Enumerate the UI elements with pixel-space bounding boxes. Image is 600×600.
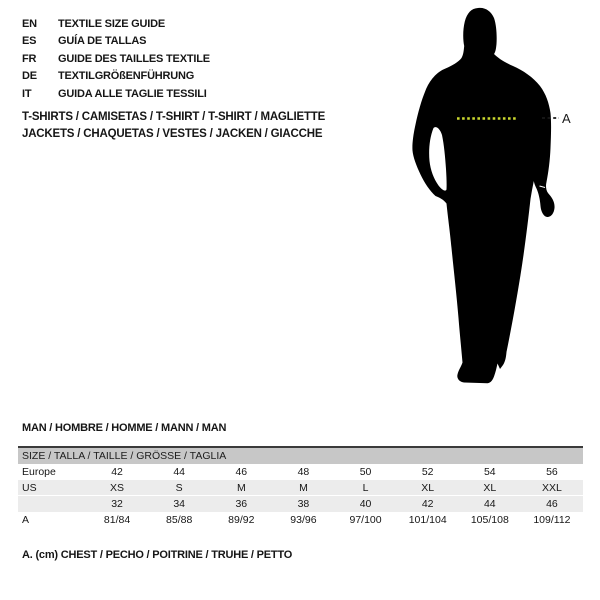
table-cell: 46 — [546, 498, 558, 510]
table-cell: 97/100 — [349, 514, 382, 526]
category-line-jackets: JACKETS / CHAQUETAS / VESTES / JACKEN / GIACCHE — [22, 128, 323, 141]
category-line-tshirts: T-SHIRTS / CAMISETAS / T-SHIRT / T-SHIRT / MAGLIETTE — [22, 110, 326, 123]
language-row — [22, 15, 210, 33]
row-label: US — [22, 482, 37, 494]
category-list — [22, 108, 325, 143]
table-cell: 81/84 — [103, 514, 131, 526]
table-cell: 93/96 — [290, 514, 317, 526]
table-cell: M — [299, 482, 308, 494]
table-cell: 109/112 — [533, 514, 571, 526]
language-code: EN — [22, 17, 37, 30]
language-row — [22, 85, 210, 103]
language-row — [22, 68, 210, 86]
language-title: TEXTILE SIZE GUIDE — [58, 17, 166, 30]
table-cell: S — [175, 482, 183, 494]
table-cell: 42 — [421, 498, 434, 510]
table-cell: 48 — [297, 466, 310, 478]
table-cell: 32 — [111, 498, 123, 510]
table-cell: XXL — [542, 482, 562, 494]
table-cell: 85/88 — [166, 514, 193, 526]
language-title: TEXTILGRÖßENFÜHRUNG — [58, 70, 195, 83]
table-cell: 44 — [483, 498, 496, 510]
table-cell: 105/108 — [470, 514, 509, 526]
language-row — [22, 33, 210, 51]
table-row-europe — [18, 464, 583, 480]
table-row-chest-a — [18, 512, 583, 528]
table-cell: 36 — [235, 498, 248, 510]
table-cell: XL — [483, 482, 497, 494]
table-cell: 38 — [297, 498, 310, 510]
table-row-us — [18, 480, 583, 496]
man-silhouette — [400, 0, 580, 400]
row-label: Europe — [22, 466, 56, 478]
language-title: GUIDA ALLE TAGLIE TESSILI — [58, 87, 207, 100]
table-row-us-numeric — [18, 496, 583, 512]
language-code: FR — [22, 52, 37, 65]
table-cell: 89/92 — [228, 514, 255, 526]
table-cell: 46 — [235, 466, 248, 478]
section-title-man: MAN / HOMBRE / HOMME / MANN / MAN — [22, 421, 227, 434]
table-cell: 44 — [173, 466, 186, 478]
table-cell: 54 — [483, 466, 496, 478]
language-title: GUIDE DES TAILLES TEXTILE — [58, 52, 210, 65]
size-table-header: SIZE / TALLA / TAILLE / GRÖSSE / TAGLIA — [18, 448, 583, 464]
language-title: GUÍA DE TALLAS — [58, 35, 147, 48]
language-row — [22, 50, 210, 68]
table-cell: 50 — [359, 466, 372, 478]
table-cell: 101/104 — [408, 514, 447, 526]
row-label: A — [22, 514, 30, 526]
measurement-label-a: A — [562, 111, 571, 126]
table-cell: 56 — [546, 466, 558, 478]
table-cell: XS — [110, 482, 125, 494]
language-code: DE — [22, 70, 37, 83]
man-silhouette-figure — [400, 0, 580, 400]
man-silhouette-shape — [412, 8, 554, 383]
table-cell: XL — [421, 482, 435, 494]
table-cell: 52 — [421, 466, 434, 478]
table-cell: 40 — [359, 498, 372, 510]
table-cell: 42 — [111, 466, 123, 478]
table-cell: 34 — [173, 498, 186, 510]
language-code: ES — [22, 35, 37, 48]
size-table — [18, 446, 583, 528]
table-cell: M — [236, 482, 246, 494]
table-cell: L — [362, 482, 369, 494]
language-code: IT — [22, 87, 32, 100]
measurement-footnote: A. (cm) CHEST / PECHO / POITRINE / TRUHE / PETTO — [22, 548, 293, 561]
language-title-list — [22, 15, 210, 103]
